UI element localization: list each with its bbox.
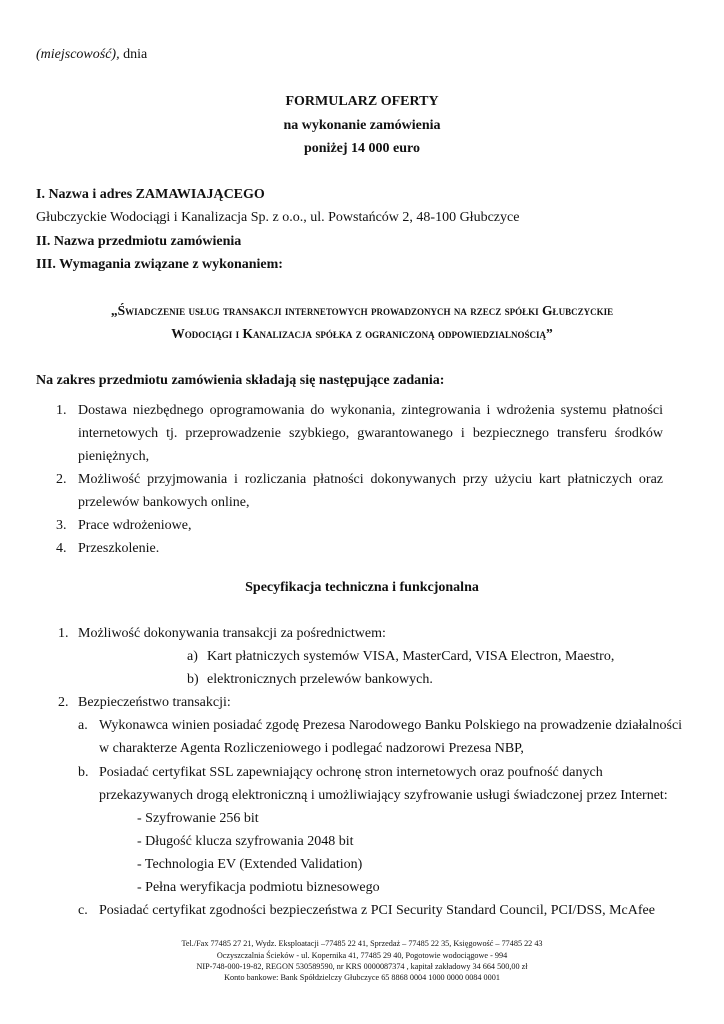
scope-item-1-line-1: Dostawa niezbędnego oprogramowania do wykonania, zintegrowania i wdrożenia systemu płatności — [78, 403, 663, 418]
scope-item-1-line-2: internetowych tj. przeprowadzenie szybkiego, gwarantowanego i bezpiecznego transferu środków — [78, 426, 663, 441]
scope-item-4-num: 4. — [56, 541, 67, 556]
scope-item-3-num: 3. — [56, 518, 67, 533]
scope-item-4-text: Przeszkolenie. — [78, 541, 160, 556]
spec-item-2a-letter: a. — [78, 718, 88, 733]
footer-contact-line: Tel./Fax 77485 27 21, Wydz. Eksploatacji –77485 22 41, Sprzedaż – 77485 22 35, Księgowość – 77485 22 43 — [181, 939, 543, 948]
place-date-line — [36, 47, 147, 63]
spec-heading: Specyfikacja techniczna i funkcjonalna — [245, 580, 479, 595]
spec-item-2a-line-2: w charakterze Agenta Rozliczeniowego i podlegać nadzorowi Prezesa NBP, — [99, 741, 524, 756]
footer-bank-line: Konto bankowe: Bank Spółdzielczy Głubczyce 65 8868 0004 1000 0000 0084 0001 — [224, 973, 500, 982]
spec-item-2c-letter: c. — [78, 903, 88, 918]
spec-item-1-num: 1. — [58, 626, 69, 641]
spec-item-2b-line-1: Posiadać certyfikat SSL zapewniający ochronę stron internetowych oraz poufność danych — [99, 765, 603, 780]
date-label: dnia — [123, 47, 148, 62]
spec-item-1b-letter: b) — [187, 672, 199, 687]
spec-item-2b-letter: b. — [78, 765, 89, 780]
scope-item-2-line-1: Możliwość przyjmowania i rozliczania płatności dokonywanych przy użyciu kart płatniczych oraz — [78, 472, 663, 487]
form-threshold: poniżej 14 000 euro — [303, 141, 420, 156]
ssl-feature-3: - Technologia EV (Extended Validation) — [137, 857, 363, 872]
subject-line-1: „Świadczenie usług transakcji internetowych prowadzonych na rzecz spółki Głubczyckie — [110, 303, 614, 318]
spec-item-2c-line-1: Posiadać certyfikat zgodności bezpieczeństwa z PCI Security Standard Council, PCI/DSS, McAfee — [99, 903, 655, 918]
subject-line-2: Wodociągi i Kanalizacja spółka z ograniczoną odpowiedzialnością” — [171, 326, 553, 341]
ssl-feature-4: - Pełna weryfikacja podmiotu biznesowego — [137, 880, 380, 895]
scope-heading: Na zakres przedmiotu zamówienia składają się następujące zadania: — [36, 373, 445, 388]
section3-heading: III. Wymagania związane z wykonaniem: — [36, 257, 283, 272]
spec-item-1-text: Możliwość dokonywania transakcji za pośrednictwem: — [78, 626, 386, 641]
spec-item-2b-line-2: przekazywanych drogą elektroniczną i umożliwiający szyfrowanie usługi świadczonej przez Internet: — [99, 788, 668, 803]
ssl-feature-1: - Szyfrowanie 256 bit — [137, 811, 259, 826]
scope-item-1-num: 1. — [56, 403, 67, 418]
form-title: FORMULARZ OFERTY — [285, 94, 439, 109]
scope-item-3-text: Prace wdrożeniowe, — [78, 518, 192, 533]
spec-item-2-text: Bezpieczeństwo transakcji: — [78, 695, 231, 710]
section1-text: Głubczyckie Wodociągi i Kanalizacja Sp. z o.o., ul. Powstańców 2, 48-100 Głubczyce — [36, 210, 520, 225]
scope-item-2-line-2: przelewów bankowych online, — [78, 495, 250, 510]
section2-heading: II. Nazwa przedmiotu zamówienia — [36, 234, 242, 249]
spec-item-1a-letter: a) — [187, 649, 198, 664]
footer-registry-line: NIP-748-000-19-82, REGON 530589590, nr KRS 0000087374 , kapitał zakładowy 34 664 500,00 zł — [196, 962, 528, 971]
footer-wastewater-line: Oczyszczalnia Ścieków - ul. Kopernika 41, 77485 29 40, Pogotowie wodociągowe - 994 — [216, 951, 508, 960]
spec-item-2a-line-1: Wykonawca winien posiadać zgodę Prezesa Narodowego Banku Polskiego na prowadzenie działalności — [99, 718, 683, 733]
form-subtitle: na wykonanie zamówienia — [283, 118, 441, 133]
place-placeholder: (miejscowość), — [36, 47, 120, 62]
scope-item-2-num: 2. — [56, 472, 67, 487]
spec-item-2-num: 2. — [58, 695, 69, 710]
section1-heading: I. Nazwa i adres ZAMAWIAJĄCEGO — [36, 187, 265, 202]
ssl-feature-2: - Długość klucza szyfrowania 2048 bit — [137, 834, 354, 849]
spec-item-1a-text: Kart płatniczych systemów VISA, MasterCard, VISA Electron, Maestro, — [207, 649, 615, 664]
scope-item-1-line-3: pieniężnych, — [78, 449, 150, 464]
spec-item-1b-text: elektronicznych przelewów bankowych. — [207, 672, 433, 687]
